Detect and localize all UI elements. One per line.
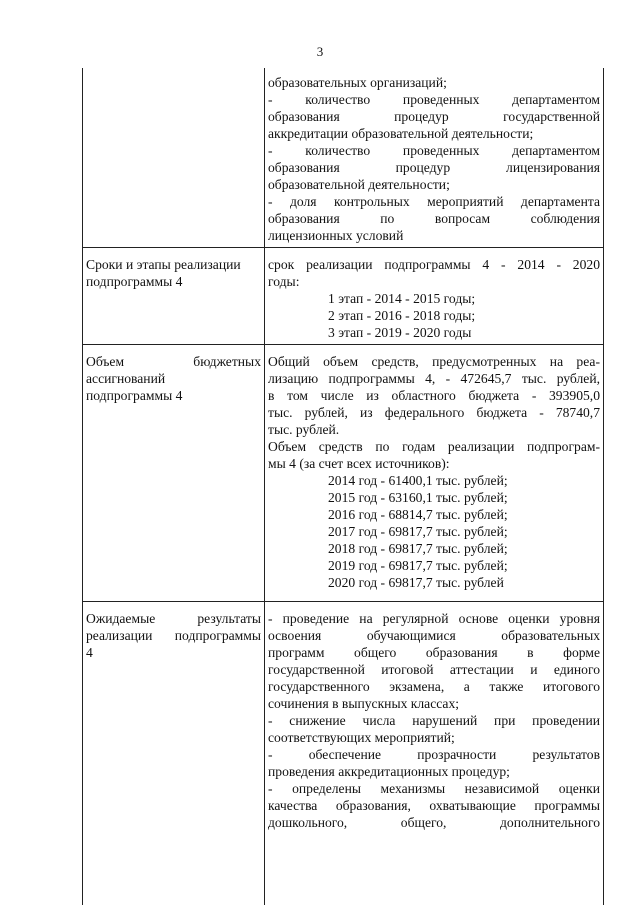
row3-content [268, 353, 600, 591]
row3-label [86, 353, 261, 404]
text-line: образования процедур государственной [268, 109, 600, 124]
text-line: - количество проведенных департаментом [268, 92, 600, 107]
text-line: - количество проведенных департаментом [268, 143, 600, 158]
text-line: - обеспечение прозрачности результатов [268, 747, 600, 762]
text-line: тыс. рублей. [268, 422, 340, 437]
text-line: программ общего образования в форме [268, 645, 600, 660]
text-line: - доля контрольных мероприятий департамента [268, 194, 600, 209]
text-line: проведения аккредитационных процедур; [268, 764, 510, 779]
text-line: сочинения в выпускных классах; [268, 696, 460, 711]
year-line: 2016 год - 68814,7 тыс. рублей; [328, 507, 508, 522]
year-line: 2014 год - 61400,1 тыс. рублей; [328, 473, 508, 488]
text-line: качества образования, охватывающие программы [268, 798, 600, 813]
year-line: 2018 год - 69817,7 тыс. рублей; [328, 541, 508, 556]
year-line: 2019 год - 69817,7 тыс. рублей; [328, 558, 508, 573]
text-line: образования по вопросам соблюдения [268, 211, 600, 226]
text-line: мы 4 (за счет всех источников): [268, 456, 450, 471]
year-line: 2017 год - 69817,7 тыс. рублей; [328, 524, 508, 539]
row-divider [82, 601, 604, 602]
row4-content [268, 610, 600, 831]
label-line: Сроки и этапы реализации [86, 257, 241, 272]
row2-content [268, 256, 600, 341]
text-line: - определены механизмы независимой оценки [268, 781, 600, 796]
text-line: государственного экзамена, а также итогового [268, 679, 600, 694]
text-line: - проведение на регулярной основе оценки уровня [268, 611, 600, 626]
row-divider [82, 344, 604, 345]
label-line: Объем бюджетных [86, 354, 261, 369]
row2-label [86, 256, 261, 290]
label-line: подпрограммы 4 [86, 274, 183, 289]
label-line: ассигнований [86, 371, 166, 386]
stage-line: 1 этап - 2014 - 2015 годы; [328, 291, 476, 306]
text-line: аккредитации образовательной деятельности; [268, 126, 534, 141]
text-line: годы: [268, 274, 300, 289]
label-line: Ожидаемые результаты [86, 611, 261, 626]
row-divider [82, 247, 604, 248]
text-line: Общий объем средств, предусмотренных на реа- [268, 354, 600, 369]
text-line: образовательных организаций; [268, 75, 447, 90]
page-number: 3 [316, 44, 324, 59]
row1-content [268, 74, 600, 244]
text-line: освоения обучающимися образовательных [268, 628, 600, 643]
text-line: лицензионных условий [268, 228, 404, 243]
text-line: образования процедур лицензирования [268, 160, 600, 175]
table-border-left [82, 68, 83, 905]
row4-label [86, 610, 261, 661]
stage-line: 3 этап - 2019 - 2020 годы [328, 325, 472, 340]
table-column-divider [264, 68, 265, 905]
stage-line: 2 этап - 2016 - 2018 годы; [328, 308, 476, 323]
text-line: срок реализации подпрограммы 4 - 2014 - 2020 [268, 257, 600, 272]
label-line: реализации подпрограммы [86, 628, 261, 643]
text-line: соответствующих мероприятий; [268, 730, 455, 745]
text-line: - снижение числа нарушений при проведении [268, 713, 600, 728]
label-line: подпрограммы 4 [86, 388, 183, 403]
year-line: 2015 год - 63160,1 тыс. рублей; [328, 490, 508, 505]
text-line: дошкольного, общего, дополнительного [268, 815, 600, 830]
year-line: 2020 год - 69817,7 тыс. рублей [328, 575, 504, 590]
text-line: государственной итоговой аттестации и единого [268, 662, 600, 677]
text-line: образовательной деятельности; [268, 177, 450, 192]
label-line: 4 [86, 645, 93, 660]
table-border-right [603, 68, 604, 905]
text-line: в том числе из областного бюджета - 393905,0 [268, 388, 600, 403]
text-line: Объем средств по годам реализации подпрограм- [268, 439, 600, 454]
text-line: лизацию подпрограммы 4, - 472645,7 тыс. рублей, [268, 371, 600, 386]
text-line: тыс. рублей, из федерального бюджета - 78740,7 [268, 405, 600, 420]
